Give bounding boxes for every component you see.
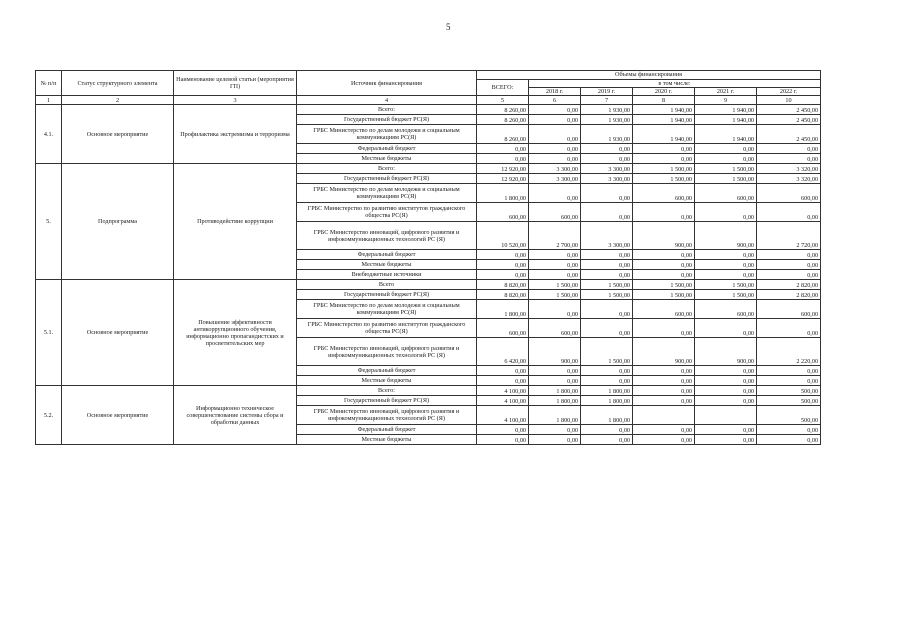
year-value-cell: 0,00 [529,115,581,125]
year-value-cell: 0,00 [695,270,757,280]
funding-source-cell: ГРБС Министерство по делам молодежи и социальным коммуникациям РС(Я) [297,125,477,144]
year-value-cell: 0,00 [581,425,633,435]
funding-source-cell: Всего: [297,386,477,396]
row-status-cell: Подпрограмма [62,164,174,280]
year-value-cell: 3 300,00 [581,174,633,184]
year-value-cell: 3 300,00 [529,174,581,184]
total-value-cell: 0,00 [477,270,529,280]
row-name-cell: Информационно техническое совершенствование системы сбора и обработки данных [174,386,297,445]
year-value-cell: 0,00 [529,300,581,319]
total-value-cell: 10 520,00 [477,222,529,250]
year-value-cell: 1 500,00 [581,338,633,366]
table-body [36,105,821,445]
funding-source-cell: ГРБС Министерство инноваций, цифрового развития и инфокоммуникационных технологий РС (Я) [297,338,477,366]
total-value-cell: 12 920,00 [477,164,529,174]
total-value-cell: 1 800,00 [477,184,529,203]
year-value-cell: 1 500,00 [581,280,633,290]
year-value-cell: 1 800,00 [529,406,581,425]
year-value-cell: 0,00 [633,319,695,338]
table-row [36,164,821,174]
year-value-cell: 0,00 [633,203,695,222]
column-number: 10 [757,96,821,105]
funding-source-cell: Федеральный бюджет [297,144,477,154]
year-value-cell: 900,00 [695,222,757,250]
header-year: 2020 г. [633,88,695,96]
year-value-cell: 0,00 [757,144,821,154]
year-value-cell: 1 500,00 [695,280,757,290]
total-value-cell: 8 820,00 [477,280,529,290]
year-value-cell: 1 930,00 [581,125,633,144]
year-value-cell: 0,00 [581,260,633,270]
funding-source-cell: Всего: [297,105,477,115]
year-value-cell: 1 500,00 [695,174,757,184]
year-value-cell: 1 500,00 [529,290,581,300]
column-number: 7 [581,96,633,105]
year-value-cell: 0,00 [581,250,633,260]
year-value-cell: 600,00 [633,184,695,203]
year-value-cell: 0,00 [757,154,821,164]
year-value-cell: 900,00 [633,222,695,250]
total-value-cell: 4 100,00 [477,406,529,425]
total-value-cell: 12 920,00 [477,174,529,184]
total-value-cell: 4 100,00 [477,396,529,406]
funding-source-cell: ГРБС Министерство инноваций, цифрового развития и инфокоммуникационных технологий РС (Я) [297,222,477,250]
year-value-cell: 0,00 [633,270,695,280]
funding-source-cell: Государственный бюджет РС(Я) [297,115,477,125]
funding-source-cell: ГРБС Министерство по развитию институтов гражданского общества РС(Я) [297,319,477,338]
year-value-cell: 0,00 [581,366,633,376]
year-value-cell: 1 500,00 [695,164,757,174]
year-value-cell: 2 450,00 [757,105,821,115]
total-value-cell: 0,00 [477,154,529,164]
year-value-cell [695,406,757,425]
funding-source-cell: ГРБС Министерство по развитию институтов гражданского общества РС(Я) [297,203,477,222]
year-value-cell: 1 500,00 [581,290,633,300]
table-row [36,105,821,115]
column-number: 8 [633,96,695,105]
year-value-cell: 0,00 [757,319,821,338]
year-value-cell: 0,00 [757,250,821,260]
header-total: ВСЕГО: [477,80,529,96]
year-value-cell: 1 800,00 [529,386,581,396]
year-value-cell: 0,00 [529,144,581,154]
year-value-cell: 900,00 [633,338,695,366]
funding-source-cell: Всего [297,280,477,290]
year-value-cell: 0,00 [529,260,581,270]
year-value-cell: 2 700,00 [529,222,581,250]
header-no: № п/п [36,71,62,96]
year-value-cell: 600,00 [695,184,757,203]
row-status-cell: Основное мероприятие [62,280,174,386]
year-value-cell: 0,00 [695,425,757,435]
total-value-cell: 1 800,00 [477,300,529,319]
year-value-cell: 3 300,00 [581,222,633,250]
year-value-cell: 0,00 [757,260,821,270]
total-value-cell: 0,00 [477,144,529,154]
year-value-cell: 2 450,00 [757,115,821,125]
year-value-cell: 1 800,00 [529,396,581,406]
year-value-cell: 1 940,00 [695,115,757,125]
funding-source-cell: Внебюджетные источники [297,270,477,280]
year-value-cell: 0,00 [633,376,695,386]
year-value-cell: 0,00 [633,366,695,376]
header-year: 2022 г. [757,88,821,96]
column-number: 4 [297,96,477,105]
year-value-cell: 1 930,00 [581,105,633,115]
year-value-cell: 0,00 [757,366,821,376]
year-value-cell: 0,00 [695,154,757,164]
year-value-cell: 2 720,00 [757,222,821,250]
year-value-cell: 0,00 [633,435,695,445]
year-value-cell: 500,00 [757,386,821,396]
year-value-cell: 1 940,00 [633,125,695,144]
year-value-cell: 1 500,00 [633,290,695,300]
year-value-cell: 1 930,00 [581,115,633,125]
funding-source-cell: Государственный бюджет РС(Я) [297,174,477,184]
header-financing: Объемы финансирования [477,71,821,80]
year-value-cell: 0,00 [529,184,581,203]
year-value-cell: 500,00 [757,406,821,425]
year-value-cell: 0,00 [633,425,695,435]
row-number-cell: 4.1. [36,105,62,164]
year-value-cell: 0,00 [581,319,633,338]
column-number: 9 [695,96,757,105]
year-value-cell: 0,00 [757,203,821,222]
header-name: Наименование целевой статьи (мероприятия ГП) [174,71,297,96]
total-value-cell: 600,00 [477,203,529,222]
year-value-cell: 1 500,00 [695,290,757,300]
year-value-cell: 0,00 [529,154,581,164]
funding-source-cell: Всего: [297,164,477,174]
total-value-cell: 8 260,00 [477,105,529,115]
total-value-cell: 0,00 [477,366,529,376]
column-number: 5 [477,96,529,105]
year-value-cell: 3 320,00 [757,164,821,174]
funding-source-cell: Государственный бюджет РС(Я) [297,396,477,406]
column-number: 3 [174,96,297,105]
column-number: 2 [62,96,174,105]
header-status: Статус структурного элемента [62,71,174,96]
total-value-cell: 0,00 [477,425,529,435]
total-value-cell: 6 420,00 [477,338,529,366]
funding-source-cell: Местные бюджеты [297,435,477,445]
year-value-cell: 600,00 [529,319,581,338]
year-value-cell: 0,00 [581,144,633,154]
year-value-cell: 0,00 [529,376,581,386]
year-value-cell: 1 940,00 [695,105,757,115]
total-value-cell: 8 260,00 [477,125,529,144]
year-value-cell: 0,00 [695,396,757,406]
year-value-cell: 0,00 [529,425,581,435]
year-value-cell: 2 820,00 [757,290,821,300]
year-value-cell: 0,00 [633,144,695,154]
year-value-cell: 2 220,00 [757,338,821,366]
row-status-cell: Основное мероприятие [62,105,174,164]
year-value-cell: 0,00 [695,376,757,386]
header-year: 2019 г. [581,88,633,96]
year-value-cell: 0,00 [757,435,821,445]
year-value-cell: 0,00 [757,425,821,435]
year-value-cell: 600,00 [757,300,821,319]
year-value-cell: 0,00 [633,386,695,396]
year-value-cell: 0,00 [633,396,695,406]
total-value-cell: 0,00 [477,435,529,445]
year-value-cell: 0,00 [757,270,821,280]
year-value-cell: 900,00 [695,338,757,366]
year-value-cell: 0,00 [757,376,821,386]
year-value-cell: 3 300,00 [581,164,633,174]
year-value-cell: 3 320,00 [757,174,821,184]
year-value-cell: 0,00 [695,144,757,154]
row-number-cell: 5.2. [36,386,62,445]
year-value-cell: 2 820,00 [757,280,821,290]
header-year: 2021 г. [695,88,757,96]
year-value-cell: 0,00 [529,366,581,376]
total-value-cell: 0,00 [477,376,529,386]
table-row [36,280,821,290]
year-value-cell: 600,00 [757,184,821,203]
year-value-cell: 900,00 [529,338,581,366]
row-name-cell: Профилактика экстремизма и терроризма [174,105,297,164]
header-source: Источник финансирования [297,71,477,96]
year-value-cell: 1 940,00 [633,105,695,115]
row-name-cell: Противодействие коррупции [174,164,297,280]
row-number-cell: 5.1. [36,280,62,386]
funding-source-cell: ГРБС Министерство по делам молодежи и социальным коммуникациям РС(Я) [297,184,477,203]
funding-source-cell: Федеральный бюджет [297,250,477,260]
year-value-cell: 0,00 [581,376,633,386]
page-number: 5 [446,22,451,32]
total-value-cell: 0,00 [477,250,529,260]
year-value-cell: 0,00 [581,154,633,164]
year-value-cell [633,406,695,425]
year-value-cell: 0,00 [581,300,633,319]
funding-source-cell: ГРБС Министерство инноваций, цифрового развития и инфокоммуникационных технологий РС (Я) [297,406,477,425]
year-value-cell: 1 500,00 [633,174,695,184]
total-value-cell: 4 100,00 [477,386,529,396]
year-value-cell: 600,00 [633,300,695,319]
funding-source-cell: Федеральный бюджет [297,425,477,435]
financing-table [35,70,821,445]
funding-source-cell: Местные бюджеты [297,154,477,164]
year-value-cell: 0,00 [529,435,581,445]
year-value-cell: 0,00 [633,154,695,164]
row-status-cell: Основное мероприятие [62,386,174,445]
total-value-cell: 8 260,00 [477,115,529,125]
year-value-cell: 600,00 [529,203,581,222]
year-value-cell: 1 800,00 [581,406,633,425]
year-value-cell: 0,00 [581,203,633,222]
year-value-cell: 1 800,00 [581,396,633,406]
year-value-cell: 0,00 [695,435,757,445]
row-number-cell: 5. [36,164,62,280]
funding-source-cell: Местные бюджеты [297,376,477,386]
year-value-cell: 0,00 [695,260,757,270]
year-value-cell: 0,00 [529,250,581,260]
year-value-cell: 0,00 [529,270,581,280]
year-value-cell: 500,00 [757,396,821,406]
year-value-cell: 600,00 [695,300,757,319]
year-value-cell: 0,00 [529,125,581,144]
total-value-cell: 8 820,00 [477,290,529,300]
year-value-cell: 1 940,00 [695,125,757,144]
year-value-cell: 2 450,00 [757,125,821,144]
header-year: 2018 г. [529,88,581,96]
year-value-cell: 0,00 [581,270,633,280]
funding-source-cell: Федеральный бюджет [297,366,477,376]
year-value-cell: 1 500,00 [529,280,581,290]
header-including: в том числе: [529,80,821,88]
year-value-cell: 0,00 [633,250,695,260]
total-value-cell: 600,00 [477,319,529,338]
year-value-cell: 0,00 [633,260,695,270]
year-value-cell: 0,00 [695,319,757,338]
column-number: 6 [529,96,581,105]
year-value-cell: 0,00 [695,386,757,396]
year-value-cell: 1 940,00 [633,115,695,125]
year-value-cell: 1 500,00 [633,164,695,174]
year-value-cell: 1 800,00 [581,386,633,396]
table-row [36,386,821,396]
year-value-cell: 0,00 [695,366,757,376]
funding-source-cell: Государственный бюджет РС(Я) [297,290,477,300]
year-value-cell: 0,00 [695,250,757,260]
year-value-cell: 1 500,00 [633,280,695,290]
total-value-cell: 0,00 [477,260,529,270]
year-value-cell: 0,00 [529,105,581,115]
column-number: 1 [36,96,62,105]
funding-source-cell: Местные бюджеты [297,260,477,270]
year-value-cell: 0,00 [695,203,757,222]
funding-source-cell: ГРБС Министерство по делам молодежи и социальным коммуникациям РС(Я) [297,300,477,319]
year-value-cell: 0,00 [581,435,633,445]
year-value-cell: 3 300,00 [529,164,581,174]
year-value-cell: 0,00 [581,184,633,203]
row-name-cell: Повышение эффективности антикоррупционного обучения, информационно пропагандистских и просветительских мер [174,280,297,386]
